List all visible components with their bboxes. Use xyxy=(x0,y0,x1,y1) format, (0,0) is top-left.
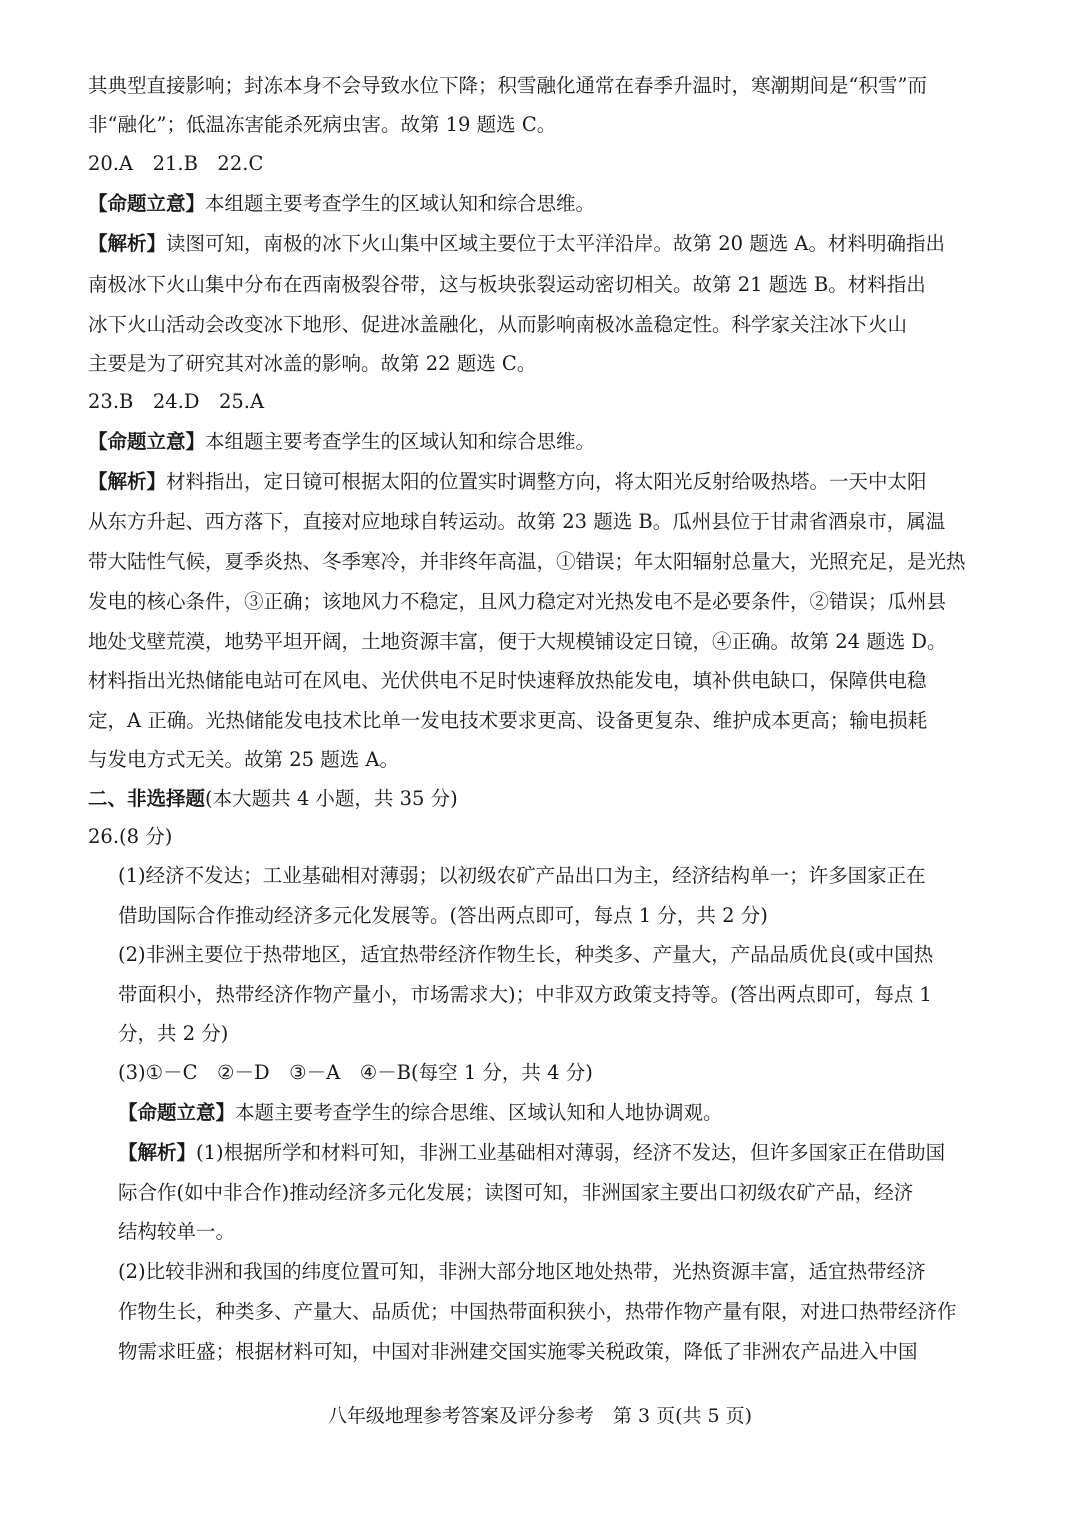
text-line: 材料指出光热储能电站可在风电、光伏供电不足时快速释放热能发电，填补供电缺口，保障供电稳 xyxy=(88,669,927,692)
analysis-line: 【解析】读图可知，南极的冰下火山集中区域主要位于太平洋沿岸。故第 20 题选 A。材料明确指出 xyxy=(88,232,946,255)
intent-line: 【命题立意】本组题主要考查学生的区域认知和综合思维。 xyxy=(88,192,596,215)
section-heading: 二、非选择题(本大题共 4 小题，共 35 分) xyxy=(88,787,458,810)
text-line: 借助国际合作推动经济多元化发展等。(答出两点即可，每点 1 分，共 2 分) xyxy=(118,904,768,927)
text-line: 主要是为了研究其对冰盖的影响。故第 22 题选 C。 xyxy=(88,352,537,375)
text-line: (3)①－C ②－D ③－A ④－B(每空 1 分，共 4 分) xyxy=(118,1061,593,1084)
text-line: 非“融化”；低温冻害能杀死病虫害。故第 19 题选 C。 xyxy=(88,113,557,136)
text-line: 带面积小，热带经济作物产量小，市场需求大)；中非双方政策支持等。(答出两点即可，每点 1 xyxy=(118,983,932,1006)
text-line: (2)非洲主要位于热带地区，适宜热带经济作物生长，种类多、产量大，产品品质优良(或中国热 xyxy=(118,943,934,966)
intent-line: 【命题立意】本组题主要考查学生的区域认知和综合思维。 xyxy=(88,430,596,453)
text-line: 地处戈壁荒漠，地势平坦开阔，土地资源丰富，便于大规模铺设定日镜，④正确。故第 24 题选 D。 xyxy=(88,630,947,653)
intent-line: 【命题立意】本题主要考查学生的综合思维、区域认知和人地协调观。 xyxy=(118,1101,723,1124)
text-line: 发电的核心条件，③正确；该地风力不稳定，且风力稳定对光热发电不是必要条件，②错误；瓜州县 xyxy=(88,590,947,613)
text-line: 定，A 正确。光热储能发电技术比单一发电技术要求更高、设备更复杂、维护成本更高；输电损耗 xyxy=(88,709,928,732)
text-line: (2)比较非洲和我国的纬度位置可知，非洲大部分地区地处热带，光热资源丰富，适宜热带经济 xyxy=(118,1260,926,1283)
question-number: 26.(8 分) xyxy=(88,825,173,848)
text-line: 南极冰下火山集中分布在西南极裂谷带，这与板块张裂运动密切相关。故第 21 题选 B。材料指出 xyxy=(88,273,926,296)
text-line: 分，共 2 分) xyxy=(118,1022,229,1045)
text-line: 作物生长，种类多、产量大、品质优；中国热带面积狭小，热带作物产量有限，对进口热带经济作 xyxy=(118,1300,957,1323)
text-line: 带大陆性气候，夏季炎热、冬季寒冷，并非终年高温，①错误；年太阳辐射总量大，光照充足，是光热 xyxy=(88,550,966,573)
answer-key-line: 23.B 24.D 25.A xyxy=(88,390,265,413)
text-line: 与发电方式无关。故第 25 题选 A。 xyxy=(88,748,399,771)
analysis-line: 【解析】(1)根据所学和材料可知，非洲工业基础相对薄弱，经济不发达，但许多国家正在借助国 xyxy=(118,1141,946,1164)
text-line: 其典型直接影响；封冻本身不会导致水位下降；积雪融化通常在春季升温时，寒潮期间是“积雪”而 xyxy=(88,74,927,97)
text-line: 结构较单一。 xyxy=(118,1220,236,1243)
text-line: 物需求旺盛；根据材料可知，中国对非洲建交国实施零关税政策，降低了非洲农产品进入中国 xyxy=(118,1340,918,1363)
text-line: 从东方升起、西方落下，直接对应地球自转运动。故第 23 题选 B。瓜州县位于甘肃省酒泉市，属温 xyxy=(88,510,946,533)
text-line: (1)经济不发达；工业基础相对薄弱；以初级农矿产品出口为主，经济结构单一；许多国家正在 xyxy=(118,864,926,887)
analysis-line: 【解析】材料指出，定日镜可根据太阳的位置实时调整方向，将太阳光反射给吸热塔。一天中太阳 xyxy=(88,470,927,493)
text-line: 际合作(如中非合作)推动经济多元化发展；读图可知，非洲国家主要出口初级农矿产品，经济 xyxy=(118,1181,914,1204)
text-line: 冰下火山活动会改变冰下地形、促进冰盖融化，从而影响南极冰盖稳定性。科学家关注冰下火山 xyxy=(88,313,908,336)
answer-key-line: 20.A 21.B 22.C xyxy=(88,152,264,175)
page-footer: 八年级地理参考答案及评分参考 第 3 页(共 5 页) xyxy=(327,1405,753,1427)
